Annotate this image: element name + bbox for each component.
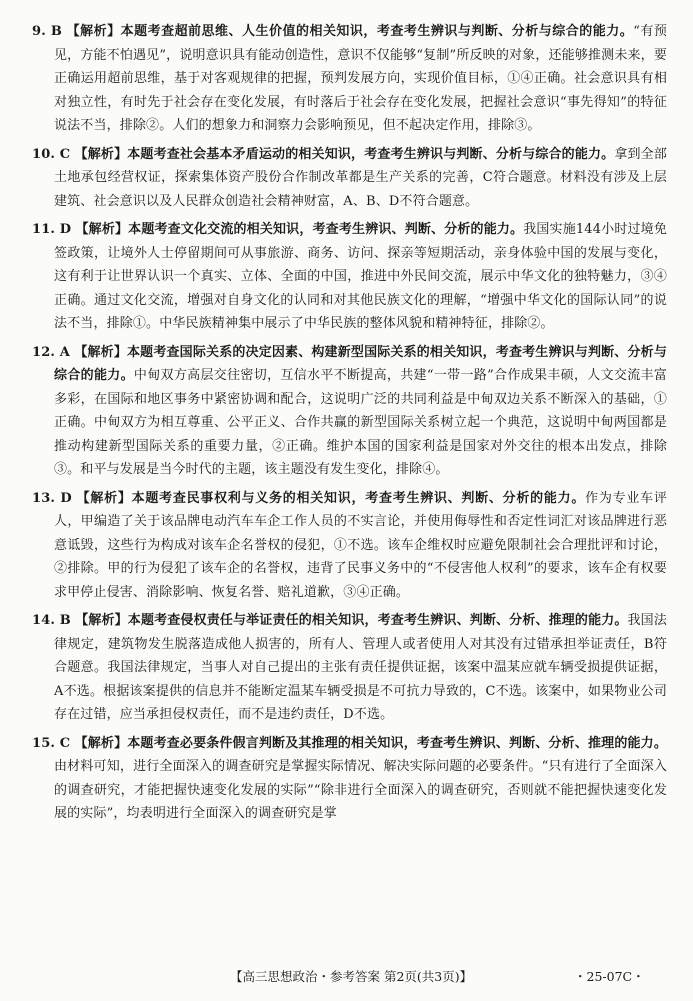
analysis-heading: 【解析】本题考查国际关系的决定因素、构建新型国际关系的相关知识，考查考生辨识与判断、分析与综合的能力。 [54, 344, 667, 383]
answer-number: 13. D [32, 490, 72, 506]
answer-paragraph [32, 341, 667, 482]
analysis-body: 中甸双方高层交往密切，互信水平不断提高，共建“一带一路”合作成果丰硕，人文交流丰富多彩，在国际和地区事务中紧密协调和配合，这说明广泛的共同利益是中甸双边关系不断深入的基础，①正确。中甸双方为相互尊重、公平正义、合作共赢的新型国际关系树立起一个典范，这说明中甸两国都是推动构建新型国际关系的重要力量，②正确。维护本国的国家利益是国家对外交往的根本出发点，排除③。和平与发展是当今时代的主题，该主题没有发生变化，排除④。 [54, 368, 667, 477]
answer-paragraph [32, 732, 667, 826]
answer-item-9 [32, 20, 667, 138]
analysis-heading: 【解析】本题考查社会基本矛盾运动的相关知识，考查考生辨识与判断、分析与综合的能力。 [74, 146, 615, 162]
answer-paragraph [32, 487, 667, 605]
answer-item-15 [32, 732, 667, 826]
answer-number: 12. A [32, 344, 70, 360]
analysis-heading: 【解析】本题考查文化交流的相关知识，考查考生辨识、判断、分析的能力。 [75, 222, 524, 237]
answer-paragraph [32, 218, 667, 336]
answer-item-14 [32, 609, 667, 727]
analysis-body: 拿到全部土地承包经营权证，探索集体资产股份合作制改革都是生产关系的完善，C符合题意。材料没有涉及上层建筑、社会意识以及人民群众创造社会精神财富，A、B、D不符合题意。 [54, 146, 667, 209]
analysis-heading: 【解析】本题考查民事权利与义务的相关知识，考查考生辨识、判断、分析的能力。 [76, 490, 586, 506]
analysis-heading: 【解析】本题考查侵权责任与举证责任的相关知识，考查考生辨识、判断、分析、推理的能力。 [75, 613, 628, 628]
analysis-heading: 【解析】本题考查必要条件假言判断及其推理的相关知识，考查考生辨识、判断、分析、推理的能力。 [74, 735, 667, 751]
answer-number: 15. C [32, 735, 71, 751]
footer-page-info: 【高三思想政治・参考答案 第2页(共3页)】 [230, 969, 473, 984]
analysis-body: “有预见，方能不怕遇见”，说明意识具有能动创造性，意识不仅能够“复制”所反映的对象，还能够推测未来，要正确运用超前思维，基于对客观规律的把握，预判发展方向，实现价值目标，①④正确。社会意识具有相对独立性，有时先于社会存在变化发展，有时落后于社会存在变化发展，把握社会意识“事先得知”的特征说法不当，排除②。人们的想象力和洞察力会影响预见，但不起决定作用，排除③。 [54, 24, 667, 133]
analysis-body: 由材料可知，进行全面深入的调查研究是掌握实际情况、解决实际问题的必要条件。“只有进行了全面深入的调查研究，才能把握快速变化发展的实际”“除非进行全面深入的调查研究，否则就不能把握快速变化发展的实际”，均表明进行全面深入的调查研究是掌 [54, 759, 667, 821]
answer-item-10 [32, 143, 667, 214]
answer-list [32, 20, 667, 831]
answer-number: 10. C [32, 146, 71, 162]
answer-number: 9. B [32, 24, 63, 39]
analysis-body: 作为专业车评人，甲编造了关于该品牌电动汽车车企工作人员的不实言论，并使用侮辱性和否定性词汇对该品牌进行恶意诋毁，这些行为构成对该车企名誉权的侵犯，①不选。该车企维权时应避免限制社会合理批评和讨论，②排除。甲的行为侵犯了该车企的名誉权，违背了民事义务中的“不侵害他人权利”的要求，该车企有权要求甲停止侵害、消除影响、恢复名誉、赔礼道歉，③④正确。 [54, 490, 667, 600]
footer-doc-code: ・25-07C・ [574, 969, 645, 984]
answer-item-11 [32, 218, 667, 336]
answer-paragraph [32, 609, 667, 727]
analysis-heading: 【解析】本题考查超前思维、人生价值的相关知识，考查考生辨识与判断、分析与综合的能力。 [66, 24, 634, 39]
analysis-body: 我国法律规定，建筑物发生脱落造成他人损害的，所有人、管理人或者使用人对其没有过错承担举证责任，B符合题意。我国法律规定，当事人对自己提出的主张有责任提供证据，该案中温某应就车辆受损提供证据，A不选。根据该案提供的信息并不能断定温某车辆受损是不可抗力导致的，C不选。该案中，如果物业公司存在过错，应当承担侵权责任，而不是违约责任，D不选。 [54, 613, 667, 722]
answer-number: 14. B [32, 613, 71, 628]
answer-number: 11. D [32, 222, 72, 237]
answer-paragraph [32, 143, 667, 214]
answer-item-13 [32, 487, 667, 605]
answer-item-12 [32, 341, 667, 482]
answer-paragraph [32, 20, 667, 138]
analysis-body: 我国实施144小时过境免签政策，让境外人士停留期间可从事旅游、商务、访问、探亲等短期活动，亲身体验中国的发展与变化，这有利于让世界认识一个真实、立体、全面的中国，推进中外民间交流，展示中华文化的独特魅力，③④正确。通过文化交流，增强对自身文化的认同和对其他民族文化的理解，“增强中华文化的国际认同”的说法不当，排除①。中华民族精神集中展示了中华民族的整体风貌和精神特征，排除②。 [54, 222, 667, 331]
page-footer [0, 967, 693, 991]
